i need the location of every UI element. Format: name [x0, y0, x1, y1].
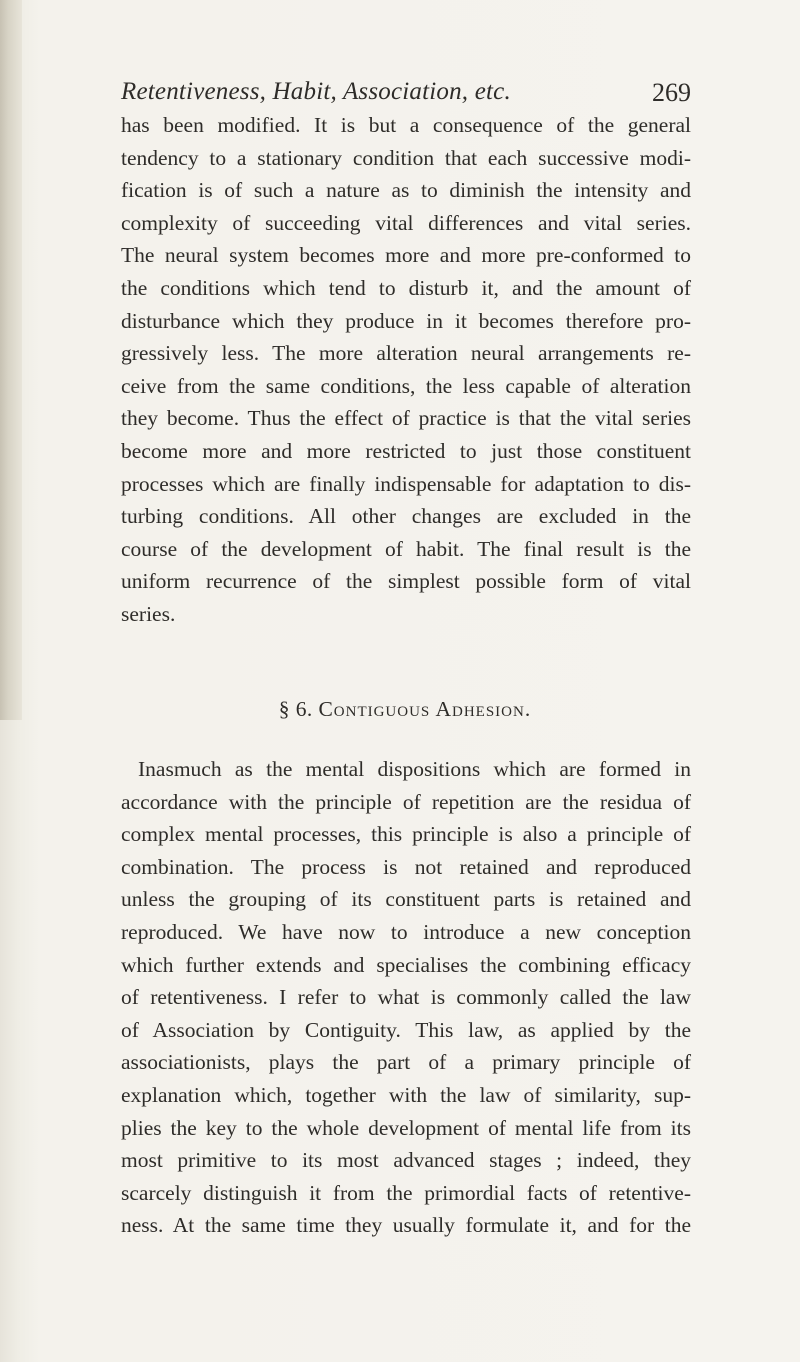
text-line: most primitive to its most advanced stages ; indeed, they: [121, 1148, 691, 1173]
text-line: tendency to a stationary condition that each successive modi-: [121, 145, 691, 170]
text-line: explanation which, together with the law of similarity, sup-: [121, 1082, 691, 1107]
text-line: complexity of succeeding vital differences and vital series.: [121, 210, 691, 235]
page-number: 269: [652, 78, 691, 107]
text-line: series.: [121, 601, 176, 626]
text-line: plies the key to the whole development of mental life from its: [121, 1115, 691, 1140]
section-title: Contiguous Adhesion.: [318, 697, 532, 721]
text-line: has been modified. It is but a consequence of the general: [121, 113, 691, 137]
text-line: uniform recurrence of the simplest possible form of vital: [121, 569, 691, 594]
text-line: accordance with the principle of repetition are the residua of: [121, 789, 691, 814]
text-line: of Association by Contiguity. This law, as applied by the: [121, 1017, 691, 1042]
text-line: which further extends and specialises the combining efficacy: [121, 952, 691, 977]
text-line: The neural system becomes more and more pre-conformed to: [121, 243, 691, 268]
text-line: scarcely distinguish it from the primordial facts of retentive-: [121, 1180, 691, 1205]
text-line: the conditions which tend to disturb it, and the amount of: [121, 275, 691, 300]
text-line: ceive from the same conditions, the less capable of alteration: [121, 373, 691, 398]
text-line: unless the grouping of its constituent parts is retained and: [121, 887, 691, 912]
text-line: become more and more restricted to just those constituent: [121, 438, 691, 463]
text-line: Inasmuch as the mental dispositions which are formed in: [138, 757, 691, 781]
text-line: of retentiveness. I refer to what is commonly called the law: [121, 985, 691, 1010]
running-head: Retentiveness, Habit, Association, etc.: [121, 78, 511, 105]
text-line: disturbance which they produce in it becomes therefore pro-: [121, 308, 691, 333]
text-line: course of the development of habit. The final result is the: [121, 536, 691, 561]
text-line: reproduced. We have now to introduce a new conception: [121, 919, 691, 944]
text-line: combination. The process is not retained and reproduced: [121, 854, 691, 879]
text-line: complex mental processes, this principle is also a principle of: [121, 822, 691, 847]
paragraph-2: [121, 753, 691, 1242]
section-mark: § 6.: [278, 697, 313, 721]
text-line: associationists, plays the part of a primary principle of: [121, 1050, 691, 1075]
text-line: ness. At the same time they usually formulate it, and for the: [121, 1213, 691, 1238]
paragraph-1: [121, 109, 691, 631]
text-line: turbing conditions. All other changes are excluded in the: [121, 504, 691, 529]
text-line: processes which are finally indispensable for adaptation to dis-: [121, 471, 691, 496]
text-line: gressively less. The more alteration neural arrangements re-: [121, 341, 691, 366]
text-line: they become. Thus the effect of practice is that the vital series: [121, 406, 691, 431]
text-line: fication is of such a nature as to diminish the intensity and: [121, 178, 691, 203]
page-binding-shadow: [0, 0, 22, 720]
section-heading: [120, 692, 690, 726]
